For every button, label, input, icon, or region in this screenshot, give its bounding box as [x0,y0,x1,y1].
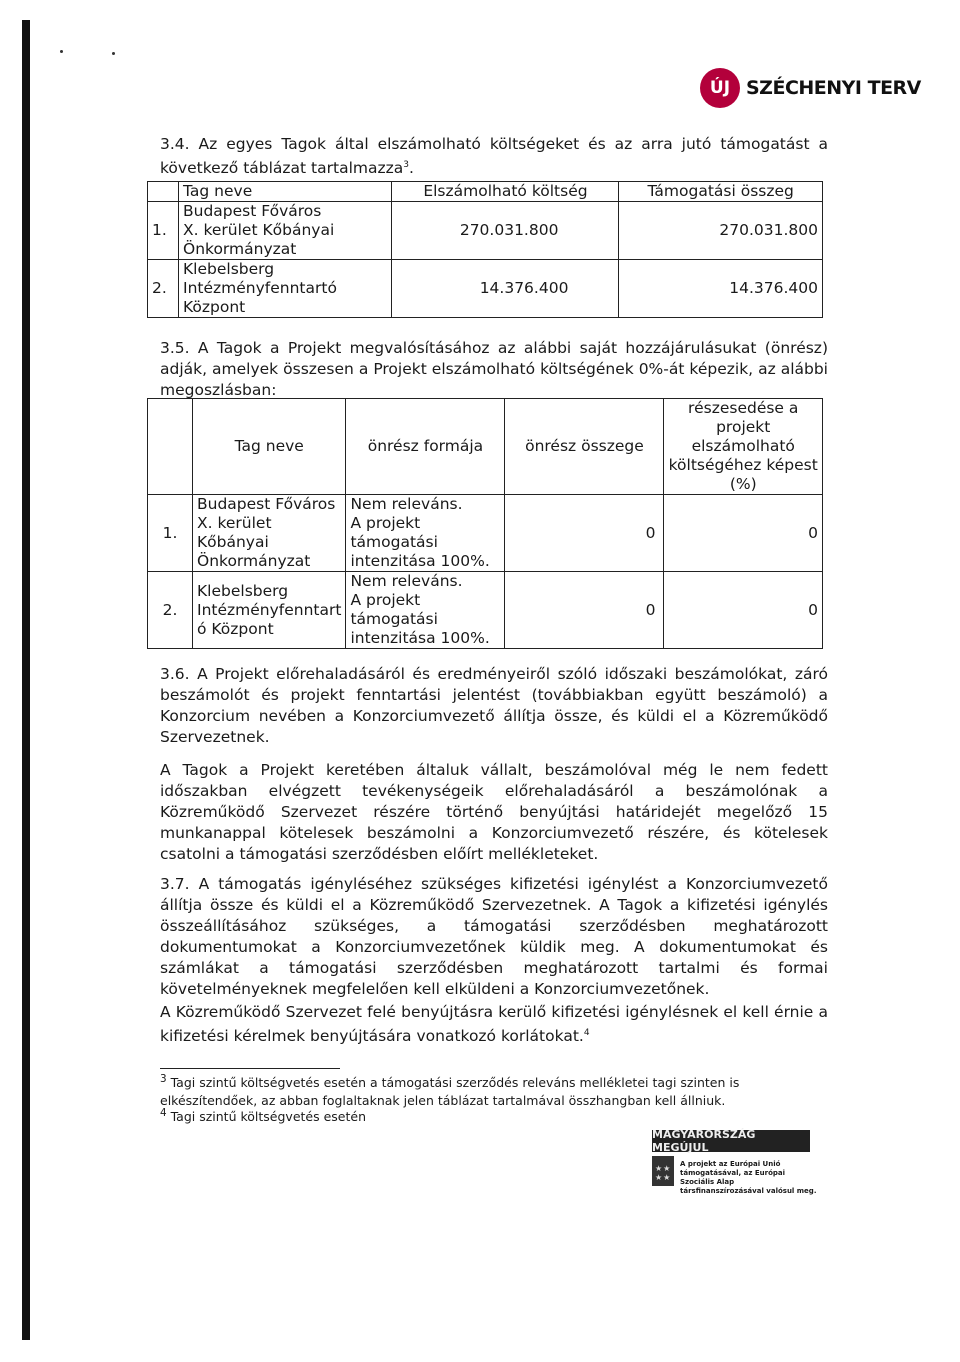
section-3-7-p1: 3.7. A támogatás igényléséhez szükséges kifizetési igénylést a Konzorciumvezető állítja össze és küldi el a Közreműködő Szervezetnek. A Tagok a kifizetési igénylés összeállításához szükséges, a támogatási szerződésben meghatározott dokumentumokat a Konzorciumvezetőnek küldik meg. A dokumentumokat és számlákat a támogatási szerződésben meghatározott tartalmi és formai követelményeknek megfelelően kell elküldeni a Konzorciumvezetőnek. [160,875,828,998]
support-value: 14.376.400 [619,260,823,318]
header-tamogatasi: Támogatási összeg [619,182,823,202]
contribution-amount: 0 [505,572,664,649]
footnote-3: $^3$ Tagi szintű költségvetés esetén a támogatási szerződés releváns mellékletei tagi szinten is elkészítendőek, az abban foglaltaknak jelen táblázat tartalmával összhangban kell állniuk. [160,1073,740,1109]
cost-value: 270.031.800 [392,202,619,260]
contribution-amount: 0 [505,495,664,572]
member-name: Budapest Főváros X. kerület Kőbányai Önkormányzat [193,495,346,572]
table-row: 1. Budapest Főváros X. kerület Kőbányai Önkormányzat Nem releváns. A projekt támogatási intenzitása 100%. 0 0 [148,495,823,572]
header-onresz-formaja: önrész formája [346,399,505,495]
table-row: 2. Klebelsberg Intézményfenntartó Központ 14.376.400 14.376.400 [148,260,823,318]
footnote-separator [160,1068,340,1069]
member-name: Budapest Főváros X. kerület Kőbányai Önkormányzat [179,202,392,260]
eu-badge-text: A projekt az Európai Unió támogatásával, az Európai Szociális Alap társfinanszírozásával valósul meg. [680,1160,817,1195]
member-name: Klebelsberg Intézményfenntartó Központ [179,260,392,318]
contribution-share: 0 [664,495,823,572]
section-3-6-p2: A Tagok a Projekt keretében általuk vállalt, beszámolóval még le nem fedett időszakban elvégzett tevékenységeik előrehaladásáról a beszámolónak a Közreműködő Szervezet részére történő benyújtási határidejét megelőző 15 munkanappal kötelesek beszámolni a Konzorciumvezető részére, és kötelesek csatolni a támogatási szerződésben előírt mellékleteket. [160,761,828,863]
footnote-4: $^4$ Tagi szintű költségvetés esetén [160,1107,367,1125]
table-header-row [148,399,823,495]
scan-speck [112,52,115,55]
contribution-form: Nem releváns. A projekt támogatási intenzitása 100%. [346,572,505,649]
scan-speck [60,50,63,53]
cost-value: 14.376.400 [392,260,619,318]
section-3-4: 3.4. Az egyes Tagok által elszámolható költségeket és az arra jutó támogatást a következő táblázat tartalmazza$^3$. [160,135,828,178]
eu-stars-icon: ★★ ★★ [655,1164,672,1182]
table-row: 2. Klebelsberg Intézményfenntart ó Központ Nem releváns. A projekt támogatási intenzitása 100%. 0 0 [148,572,823,649]
table-row: 1. Budapest Főváros X. kerület Kőbányai Önkormányzat 270.031.800 270.031.800 [148,202,823,260]
contribution-form: Nem releváns. A projekt támogatási intenzitása 100%. [346,495,505,572]
scan-edge [22,20,30,1340]
contribution-share: 0 [664,572,823,649]
header-elszamolhato: Elszámolható költség [392,182,619,202]
header-tag-neve: Tag neve [193,399,346,495]
table-own-contribution [147,398,823,649]
table-costs [147,181,823,318]
section-3-7-p2: A Közreműködő Szervezet felé benyújtásra kerülő kifizetési igénylésnek el kell érnie a kifizetési kérelmek benyújtására vonatkozó korlátokat.$^4$ [160,1003,828,1046]
section-3-6-p1: 3.6. A Projekt előrehaladásáról és eredményeiről szóló időszaki beszámolókat, záró beszámolót és projekt fenntartási jelentést (továbbiakban együtt beszámoló) a Konzorcium nevében a Konzorciumvezető állítja össze, és küldi el a Közreműködő Szervezetnek. [160,665,828,746]
header-onresz-osszege: önrész összege [505,399,664,495]
support-value: 270.031.800 [619,202,823,260]
header-tag-neve: Tag neve [179,182,392,202]
szechenyi-terv-logo [700,68,921,108]
header-reszesedes: részesedése a projekt elszámolható költségéhez képest (%) [664,399,823,495]
table-header-row [148,182,823,202]
logo-name: SZÉCHENYI TERV [746,77,921,99]
section-3-5: 3.5. A Tagok a Projekt megvalósításához az alábbi saját hozzájárulásukat (önrész) adják, amelyek összesen a Projekt elszámolható költségének 0%-át képezik, az alábbi megoszlásban: [160,339,828,399]
eu-badge-title: MAGYARORSZÁG MEGÚJUL [652,1130,810,1152]
logo-badge: ÚJ [700,68,740,108]
member-name: Klebelsberg Intézményfenntart ó Központ [193,572,346,649]
